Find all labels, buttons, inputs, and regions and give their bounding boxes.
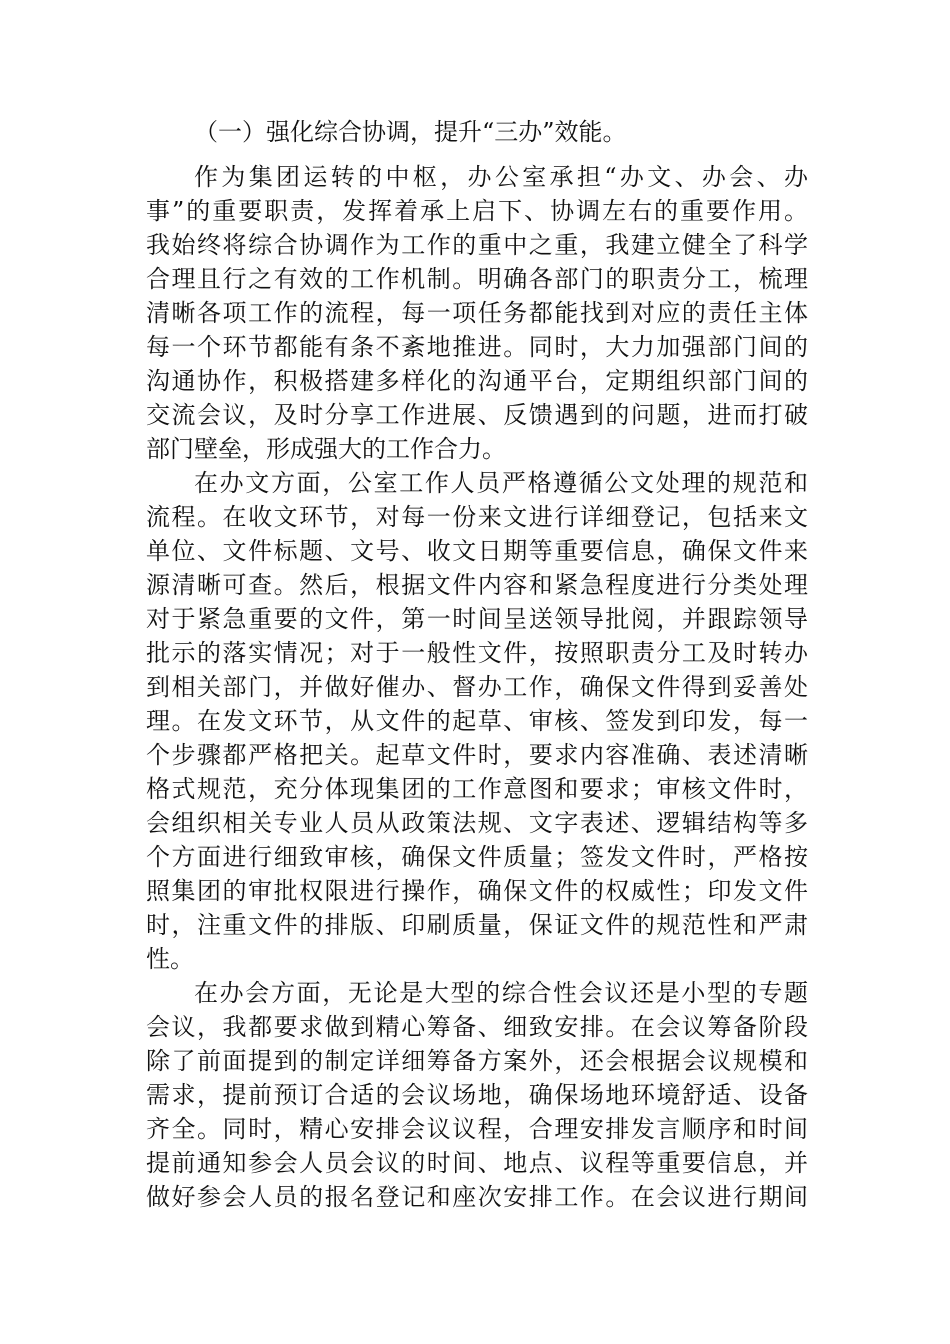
text-line: 个方面进行细致审核，确保文件质量；签发文件时，严格按 xyxy=(146,843,808,871)
paragraph-document-handling xyxy=(146,466,808,976)
text-line: 沟通协作，积极搭建多样化的沟通平台，定期组织部门间的 xyxy=(146,367,808,395)
text-line: 照集团的审批权限进行操作，确保文件的权威性；印发文件 xyxy=(146,877,808,905)
text-line: 个步骤都严格把关。起草文件时，要求内容准确、表述清晰 xyxy=(146,741,808,769)
paragraph-meeting-handling xyxy=(146,976,808,1214)
text-line: 理。在发文环节，从文件的起草、审核、签发到印发，每一 xyxy=(146,707,808,735)
text-line: 事”的重要职责，发挥着承上启下、协调左右的重要作用。 xyxy=(146,197,808,225)
text-line: 交流会议，及时分享工作进展、反馈遇到的问题，进而打破 xyxy=(146,401,808,429)
text-line: 时，注重文件的排版、印刷质量，保证文件的规范性和严肃 xyxy=(146,911,808,939)
text-line: 每一个环节都能有条不紊地推进。同时，大力加强部门间的 xyxy=(146,333,808,361)
text-line: 单位、文件标题、文号、收文日期等重要信息，确保文件来 xyxy=(146,537,808,565)
text-line: 源清晰可查。然后，根据文件内容和紧急程度进行分类处理 xyxy=(146,571,808,599)
text-line: 在办会方面，无论是大型的综合性会议还是小型的专题 xyxy=(194,979,808,1007)
text-line: 作为集团运转的中枢，办公室承担“办文、办会、办 xyxy=(194,163,808,191)
text-line: 清晰各项工作的流程，每一项任务都能找到对应的责任主体 xyxy=(146,299,808,327)
text-line: 到相关部门，并做好催办、督办工作，确保文件得到妥善处 xyxy=(146,673,808,701)
text-line: 对于紧急重要的文件，第一时间呈送领导批阅，并跟踪领导 xyxy=(146,605,808,633)
text-line: 批示的落实情况；对于一般性文件，按照职责分工及时转办 xyxy=(146,639,808,667)
text-line: 合理且行之有效的工作机制。明确各部门的职责分工，梳理 xyxy=(146,265,808,293)
text-line: 在办文方面，公室工作人员严格遵循公文处理的规范和 xyxy=(194,469,808,497)
text-line: 除了前面提到的制定详细筹备方案外，还会根据会议规模和 xyxy=(146,1047,808,1075)
text-line: 做好参会人员的报名登记和座次安排工作。在会议进行期间 xyxy=(146,1183,808,1211)
text-line: 提前通知参会人员会议的时间、地点、议程等重要信息，并 xyxy=(146,1149,808,1177)
text-line: 流程。在收文环节，对每一份来文进行详细登记，包括来文 xyxy=(146,503,808,531)
text-line: 需求，提前预订合适的会议场地，确保场地环境舒适、设备 xyxy=(146,1081,808,1109)
section-heading: （一）强化综合协调，提升“三办”效能。 xyxy=(194,118,627,146)
paragraph-coordination xyxy=(146,160,808,466)
text-line: 齐全。同时，精心安排会议议程，合理安排发言顺序和时间 xyxy=(146,1115,808,1143)
text-line: 部门壁垒，形成强大的工作合力。 xyxy=(146,435,506,463)
text-line: 会议，我都要求做到精心筹备、细致安排。在会议筹备阶段 xyxy=(146,1013,808,1041)
text-line: 我始终将综合协调作为工作的重中之重，我建立健全了科学 xyxy=(146,231,808,259)
text-line: 会组织相关专业人员从政策法规、文字表述、逻辑结构等多 xyxy=(146,809,808,837)
document-body xyxy=(146,112,808,1214)
text-line: 格式规范，充分体现集团的工作意图和要求；审核文件时， xyxy=(146,775,808,803)
text-line: 性。 xyxy=(146,945,194,973)
